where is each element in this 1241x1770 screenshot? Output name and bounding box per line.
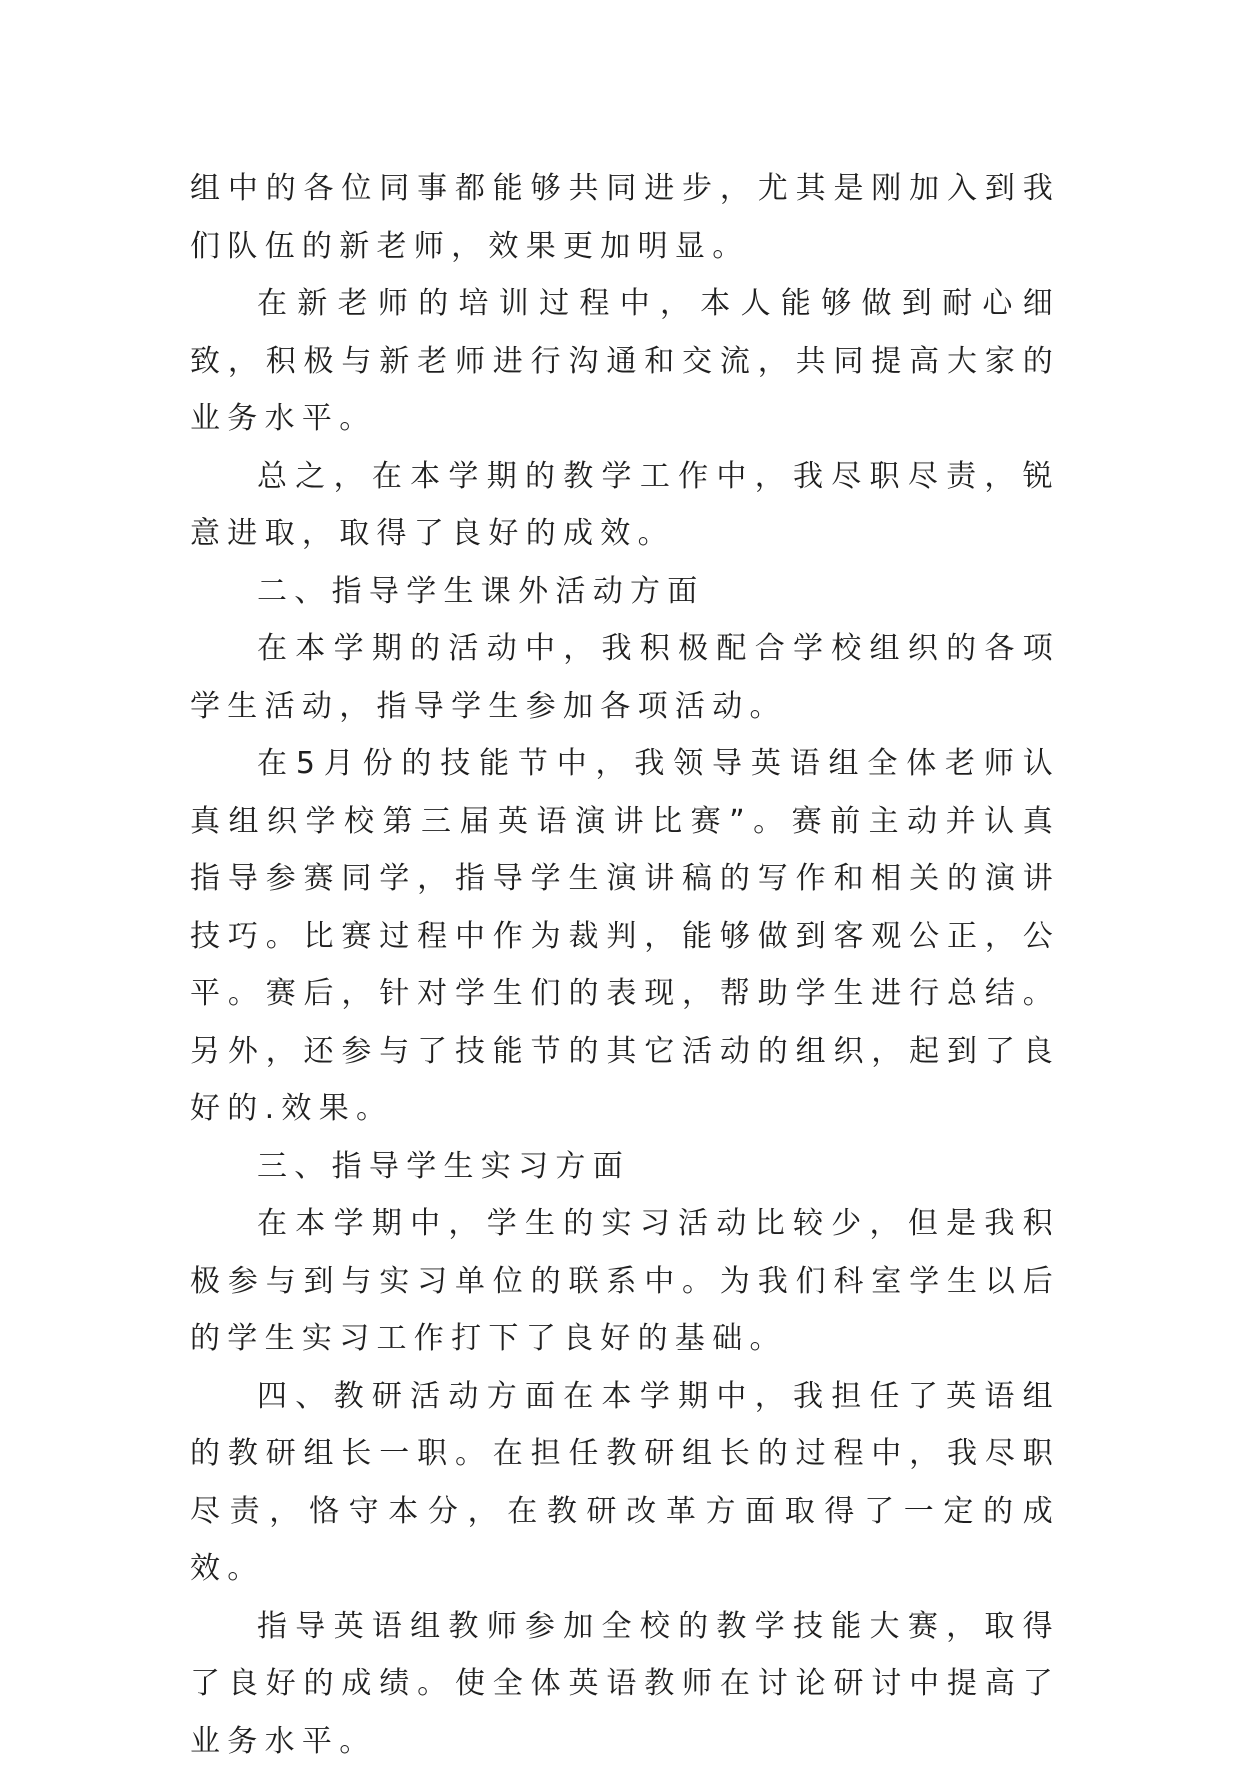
paragraph: 在本学期的活动中，我积极配合学校组织的各项学生活动，指导学生参加各项活动。 xyxy=(190,620,1060,735)
paragraph: 指导英语组教师参加全校的教学技能大赛，取得了良好的成绩。使全体英语教师在讨论研讨中提高了业务水平。 xyxy=(190,1598,1060,1770)
paragraph: 在5月份的技能节中，我领导英语组全体老师认真组织学校第三届英语演讲比赛”。赛前主动并认真指导参赛同学，指导学生演讲稿的写作和相关的演讲技巧。比赛过程中作为裁判，能够做到客观公正，公平。赛后，针对学生们的表现，帮助学生进行总结。另外，还参与了技能节的其它活动的组织，起到了良好的.效果。 xyxy=(190,735,1060,1138)
document-body xyxy=(190,160,1060,1770)
paragraph: 在新老师的培训过程中，本人能够做到耐心细致，积极与新老师进行沟通和交流，共同提高大家的业务水平。 xyxy=(190,275,1060,448)
paragraph: 四、教研活动方面在本学期中，我担任了英语组的教研组长一职。在担任教研组长的过程中，我尽职尽责，恪守本分，在教研改革方面取得了一定的成效。 xyxy=(190,1368,1060,1598)
paragraph: 总之，在本学期的教学工作中，我尽职尽责，锐意进取，取得了良好的成效。 xyxy=(190,448,1060,563)
paragraph: 组中的各位同事都能够共同进步，尤其是刚加入到我们队伍的新老师，效果更加明显。 xyxy=(190,160,1060,275)
paragraph: 在本学期中，学生的实习活动比较少，但是我积极参与到与实习单位的联系中。为我们科室学生以后的学生实习工作打下了良好的基础。 xyxy=(190,1195,1060,1368)
section-heading: 二、指导学生课外活动方面 xyxy=(190,563,1060,621)
section-heading: 三、指导学生实习方面 xyxy=(190,1138,1060,1196)
